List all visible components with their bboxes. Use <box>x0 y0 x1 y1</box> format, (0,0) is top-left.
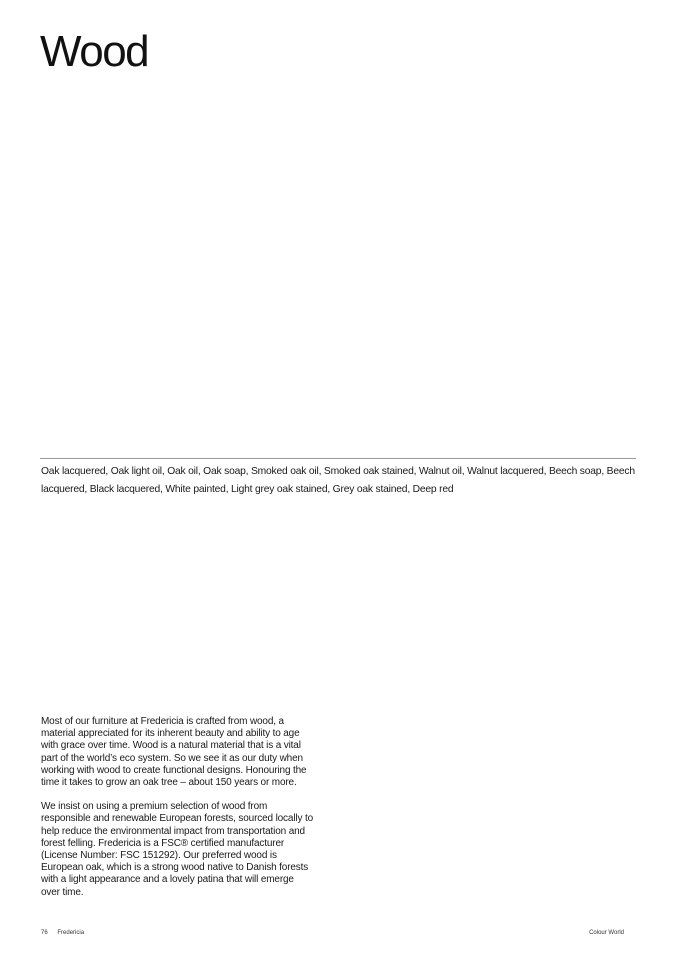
footer-section-name: Colour World <box>589 930 624 936</box>
body-paragraph: We insist on using a premium selection of wood from responsible and renewable European forests, sourced locally to help reduce the environmental impact from transportation and forest felling. Fredericia is a FSC® certified manufacturer (License Number: FSC 151292). Our preferred wood is European oak, which is a strong wood native to Danish forests with a light appearance and a lovely patina that will emerge over time. <box>41 801 313 898</box>
section-divider <box>40 458 636 459</box>
page-number: 76 <box>41 930 48 936</box>
footer-left <box>41 929 84 937</box>
wood-finishes-list: Oak lacquered, Oak light oil, Oak oil, Oak soap, Smoked oak oil, Smoked oak stained, Walnut oil, Walnut lacquered, Beech soap, Beech lacquered, Black lacquered, White painted, Light grey oak stained, Grey oak stained, Deep red <box>41 466 635 495</box>
body-paragraph: Most of our furniture at Fredericia is crafted from wood, a material appreciated for its inherent beauty and ability to age with grace over time. Wood is a natural material that is a vital part of the world’s eco system. So we see it as our duty when working with wood to create functional designs. Honouring the time it takes to grow an oak tree – about 150 years or more. <box>41 716 307 789</box>
footer-brand: Fredericia <box>57 930 85 936</box>
page-title: Wood <box>40 27 149 76</box>
body-text <box>41 716 313 911</box>
